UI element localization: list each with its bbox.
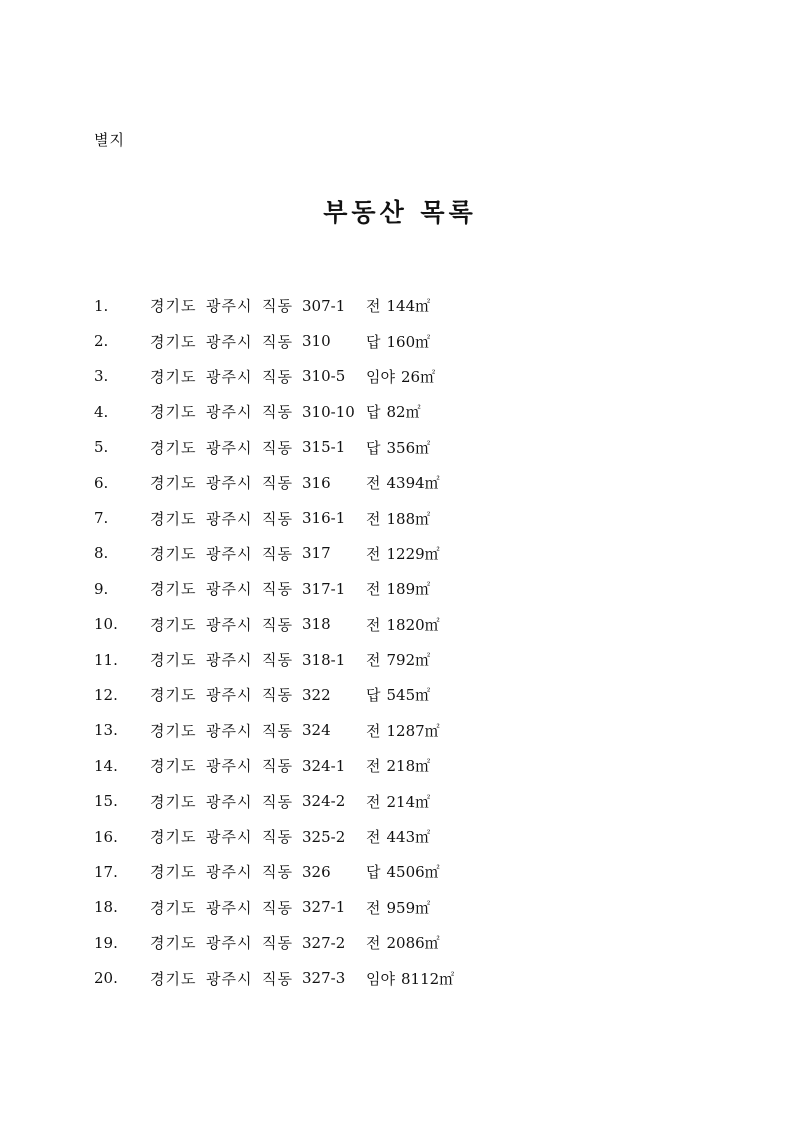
property-area: 214㎡ (386, 792, 431, 811)
property-province: 경기도 (150, 686, 197, 705)
property-number: 10. (94, 615, 118, 634)
property-number: 17. (94, 862, 118, 881)
property-area: 4394㎡ (386, 474, 440, 493)
property-city: 광주시 (206, 580, 253, 599)
property-lot-number: 318-1 (302, 650, 346, 669)
property-lot-number: 318 (302, 615, 331, 634)
property-land-type: 전 (366, 828, 381, 847)
property-row (94, 500, 454, 535)
property-number: 11. (94, 650, 118, 669)
property-row (94, 394, 454, 429)
property-dong: 직동 (262, 367, 293, 386)
property-row (94, 854, 454, 889)
property-land-type: 전 (366, 615, 381, 634)
property-province: 경기도 (150, 721, 197, 740)
property-city: 광주시 (206, 757, 253, 776)
property-lot-number: 327-1 (302, 898, 346, 917)
property-row (94, 677, 454, 712)
property-city: 광주시 (206, 474, 253, 493)
property-number: 1. (94, 296, 109, 315)
property-province: 경기도 (150, 438, 197, 457)
property-city: 광주시 (206, 297, 253, 316)
property-lot-number: 310 (302, 332, 331, 351)
property-area: 356㎡ (386, 438, 431, 457)
property-land-type: 답 (366, 686, 381, 705)
property-number: 20. (94, 969, 118, 988)
property-land-type: 임야 (366, 367, 395, 386)
property-lot-number: 310-5 (302, 367, 346, 386)
property-land-type: 전 (366, 580, 381, 599)
property-dong: 직동 (262, 969, 293, 988)
property-area: 1229㎡ (386, 544, 440, 563)
property-lot-number: 324 (302, 721, 331, 740)
property-province: 경기도 (150, 757, 197, 776)
property-land-type: 답 (366, 438, 381, 457)
property-province: 경기도 (150, 297, 197, 316)
property-dong: 직동 (262, 438, 293, 457)
property-dong: 직동 (262, 332, 293, 351)
property-area: 4506㎡ (386, 863, 440, 882)
property-city: 광주시 (206, 969, 253, 988)
property-province: 경기도 (150, 509, 197, 528)
property-land-type: 전 (366, 297, 381, 316)
property-province: 경기도 (150, 332, 197, 351)
property-list (94, 288, 454, 996)
property-row (94, 642, 454, 677)
property-province: 경기도 (150, 651, 197, 670)
property-row (94, 288, 454, 323)
property-province: 경기도 (150, 792, 197, 811)
property-dong: 직동 (262, 757, 293, 776)
property-lot-number: 326 (302, 862, 331, 881)
property-row (94, 607, 454, 642)
property-land-type: 답 (366, 863, 381, 882)
property-city: 광주시 (206, 438, 253, 457)
property-number: 2. (94, 332, 109, 351)
property-dong: 직동 (262, 898, 293, 917)
property-land-type: 전 (366, 651, 381, 670)
property-number: 12. (94, 685, 118, 704)
property-lot-number: 310-10 (302, 402, 355, 421)
property-number: 14. (94, 756, 118, 775)
property-lot-number: 316 (302, 473, 331, 492)
property-dong: 직동 (262, 828, 293, 847)
property-area: 8112㎡ (400, 969, 455, 988)
property-lot-number: 315-1 (302, 438, 346, 457)
property-city: 광주시 (206, 792, 253, 811)
property-area: 2086㎡ (386, 934, 440, 953)
property-city: 광주시 (206, 828, 253, 847)
property-dong: 직동 (262, 686, 293, 705)
property-city: 광주시 (206, 686, 253, 705)
property-city: 광주시 (206, 863, 253, 882)
property-dong: 직동 (262, 792, 293, 811)
property-row (94, 323, 454, 358)
property-dong: 직동 (262, 474, 293, 493)
property-dong: 직동 (262, 651, 293, 670)
property-number: 7. (94, 509, 109, 528)
property-city: 광주시 (206, 721, 253, 740)
property-lot-number: 324-2 (302, 792, 346, 811)
property-city: 광주시 (206, 403, 253, 422)
property-city: 광주시 (206, 509, 253, 528)
property-row (94, 960, 454, 995)
property-lot-number: 322 (302, 685, 331, 704)
property-province: 경기도 (150, 580, 197, 599)
property-row (94, 890, 454, 925)
property-number: 16. (94, 827, 118, 846)
property-city: 광주시 (206, 898, 253, 917)
property-land-type: 전 (366, 757, 381, 776)
property-lot-number: 317-1 (302, 579, 346, 598)
property-dong: 직동 (262, 580, 293, 599)
property-row (94, 783, 454, 818)
property-area: 1820㎡ (386, 615, 440, 634)
property-province: 경기도 (150, 863, 197, 882)
property-area: 144㎡ (386, 297, 431, 316)
property-lot-number: 307-1 (302, 296, 346, 315)
property-number: 18. (94, 898, 118, 917)
property-city: 광주시 (206, 544, 253, 563)
property-area: 1287㎡ (386, 721, 440, 740)
page-title: 부동산 목록 (323, 198, 477, 227)
property-province: 경기도 (150, 544, 197, 563)
property-city: 광주시 (206, 934, 253, 953)
property-dong: 직동 (262, 297, 293, 316)
property-row (94, 819, 454, 854)
property-land-type: 임야 (366, 969, 395, 988)
property-area: 218㎡ (386, 757, 431, 776)
property-land-type: 답 (366, 332, 381, 351)
property-number: 15. (94, 792, 118, 811)
property-province: 경기도 (150, 934, 197, 953)
property-province: 경기도 (150, 615, 197, 634)
property-area: 189㎡ (386, 580, 431, 599)
property-province: 경기도 (150, 367, 197, 386)
property-area: 82㎡ (386, 403, 421, 422)
property-dong: 직동 (262, 863, 293, 882)
property-number: 8. (94, 544, 109, 563)
property-dong: 직동 (262, 721, 293, 740)
property-area: 792㎡ (386, 651, 431, 670)
property-number: 6. (94, 473, 109, 492)
property-city: 광주시 (206, 615, 253, 634)
property-row (94, 713, 454, 748)
property-province: 경기도 (150, 403, 197, 422)
property-row (94, 748, 454, 783)
property-land-type: 전 (366, 792, 381, 811)
property-lot-number: 317 (302, 544, 331, 563)
property-land-type: 전 (366, 474, 381, 493)
property-dong: 직동 (262, 544, 293, 563)
property-dong: 직동 (262, 403, 293, 422)
property-land-type: 전 (366, 934, 381, 953)
property-land-type: 답 (366, 403, 381, 422)
property-row (94, 430, 454, 465)
property-area: 959㎡ (386, 898, 431, 917)
property-city: 광주시 (206, 332, 253, 351)
property-province: 경기도 (150, 969, 197, 988)
property-city: 광주시 (206, 367, 253, 386)
property-area: 160㎡ (386, 332, 431, 351)
property-dong: 직동 (262, 615, 293, 634)
property-area: 188㎡ (386, 509, 431, 528)
property-lot-number: 325-2 (302, 827, 346, 846)
property-dong: 직동 (262, 509, 293, 528)
property-city: 광주시 (206, 651, 253, 670)
property-number: 3. (94, 367, 109, 386)
property-province: 경기도 (150, 898, 197, 917)
property-area: 545㎡ (386, 686, 431, 705)
property-land-type: 전 (366, 721, 381, 740)
property-number: 13. (94, 721, 118, 740)
property-row (94, 465, 454, 500)
property-number: 4. (94, 402, 109, 421)
property-row (94, 536, 454, 571)
property-number: 19. (94, 933, 118, 952)
property-lot-number: 324-1 (302, 756, 346, 775)
property-row (94, 571, 454, 606)
property-dong: 직동 (262, 934, 293, 953)
property-area: 26㎡ (400, 367, 436, 386)
property-number: 5. (94, 438, 109, 457)
property-land-type: 전 (366, 898, 381, 917)
property-row (94, 925, 454, 960)
property-lot-number: 316-1 (302, 509, 346, 528)
property-row (94, 359, 454, 394)
attachment-label: 별지 (94, 131, 125, 149)
property-area: 443㎡ (386, 828, 431, 847)
property-lot-number: 327-3 (302, 969, 346, 988)
property-province: 경기도 (150, 828, 197, 847)
property-lot-number: 327-2 (302, 933, 346, 952)
property-land-type: 전 (366, 509, 381, 528)
property-land-type: 전 (366, 544, 381, 563)
property-province: 경기도 (150, 474, 197, 493)
property-number: 9. (94, 579, 109, 598)
